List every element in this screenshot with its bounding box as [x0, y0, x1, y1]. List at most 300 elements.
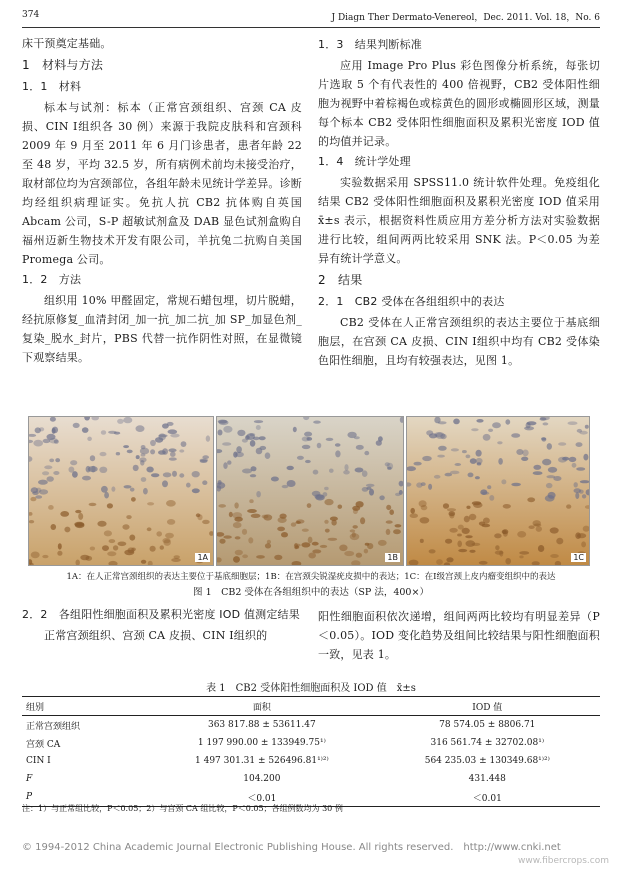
cell-nucleus	[42, 471, 49, 475]
cell-nucleus	[516, 449, 523, 455]
cell-nucleus	[181, 441, 187, 447]
cell-nucleus	[317, 443, 322, 449]
cell-nucleus	[158, 450, 166, 455]
cell-nucleus	[483, 518, 490, 524]
cell-nucleus	[218, 480, 222, 485]
cell-nucleus	[483, 434, 491, 441]
cell-nucleus	[376, 440, 382, 446]
cell-nucleus	[248, 537, 253, 543]
cell-nucleus	[437, 455, 445, 458]
cell-nucleus	[139, 457, 146, 462]
cell-nucleus	[449, 528, 457, 533]
cell-nucleus	[118, 542, 127, 547]
cell-nucleus	[70, 460, 77, 465]
header-iod: IOD 值	[375, 697, 600, 716]
cell-nucleus	[386, 505, 391, 510]
cell-nucleus	[548, 492, 556, 499]
row-area: ＜0.01	[149, 788, 374, 807]
cell-nucleus	[301, 542, 310, 547]
table-title: 表 1 CB2 受体阳性细胞面积及 IOD 值 x̄±s	[206, 683, 416, 694]
cell-nucleus	[227, 460, 231, 464]
section-2-2-text-right: 阳性细胞面积依次递增，组间两两比较均有明显差异（P＜0.05）。IOD 变化趋势及组间比较结果与阳性细胞面积一致，见表 1。	[318, 610, 600, 661]
cell-nucleus	[414, 462, 422, 466]
cell-nucleus	[108, 431, 117, 434]
cell-nucleus	[52, 428, 56, 434]
cell-nucleus	[533, 520, 541, 526]
cell-nucleus	[265, 452, 271, 459]
cell-nucleus	[55, 458, 60, 462]
cell-nucleus	[33, 440, 43, 447]
cell-nucleus	[101, 430, 106, 435]
cell-nucleus	[469, 550, 475, 553]
cell-nucleus	[546, 483, 553, 488]
row-iod: ＜0.01	[375, 788, 600, 807]
cell-nucleus	[206, 435, 210, 441]
cell-nucleus	[166, 500, 176, 507]
cell-nucleus	[574, 482, 578, 487]
row-iod: 316 561.74 ± 32702.08¹⁾	[430, 738, 545, 748]
cell-nucleus	[443, 503, 449, 509]
cell-nucleus	[218, 504, 226, 508]
cell-nucleus	[82, 476, 91, 481]
section-2-1-heading: 2．1 CB2 受体在各组组织中的表达	[318, 295, 505, 308]
cell-nucleus	[335, 443, 341, 446]
cell-nucleus	[168, 448, 176, 452]
cell-nucleus	[72, 471, 78, 478]
cell-nucleus	[434, 475, 441, 479]
cell-nucleus	[347, 432, 356, 438]
micrograph-1a	[28, 416, 214, 566]
cell-nucleus	[353, 525, 358, 529]
cell-nucleus	[123, 445, 129, 448]
cell-nucleus	[410, 513, 418, 518]
cell-nucleus	[583, 454, 588, 461]
cell-nucleus	[168, 429, 178, 434]
cell-nucleus	[141, 453, 146, 456]
cell-nucleus	[167, 422, 174, 426]
cell-nucleus	[147, 527, 152, 531]
cell-nucleus	[305, 460, 311, 463]
cell-nucleus	[395, 524, 402, 527]
cell-nucleus	[499, 550, 503, 556]
row-area: 1 197 990.00 ± 133949.75¹⁾	[197, 738, 326, 748]
cell-nucleus	[429, 549, 436, 553]
cell-nucleus	[223, 426, 232, 433]
cell-nucleus	[170, 434, 179, 438]
cell-nucleus	[202, 480, 207, 485]
cell-nucleus	[304, 432, 312, 437]
cell-nucleus	[495, 545, 499, 550]
stats-paragraph: 实验数据采用 SPSS11.0 统计软件处理。免疫组化结果 CB2 受体阳性细胞面积及累积光密度 IOD 值采用 x̄±s 表示，根据资料性质应用方差分析方法对实验数据进行比较，组间两两比较采用 SNK 法。P＜0.05 为差异有统计学意义。	[318, 176, 600, 265]
cell-nucleus	[312, 491, 321, 497]
cell-nucleus	[136, 455, 140, 459]
cell-nucleus	[470, 458, 477, 464]
cell-nucleus	[457, 541, 462, 548]
right-column	[318, 34, 600, 370]
cell-nucleus	[533, 471, 543, 475]
cell-nucleus	[465, 535, 472, 538]
cell-nucleus	[328, 538, 338, 541]
cell-nucleus	[572, 463, 577, 468]
cell-nucleus	[146, 467, 153, 473]
cell-nucleus	[141, 560, 146, 564]
result-paragraph: CB2 受体在人正常宫颈组织的表达主要位于基底细胞层，在宫颈 CA 皮损、CIN Ⅰ组织中均有 CB2 受体染色阳性细胞，且均有较强表达，见图 1。	[318, 316, 600, 367]
cell-nucleus	[172, 471, 177, 477]
cell-nucleus	[566, 504, 571, 508]
table-row	[22, 752, 600, 770]
cell-nucleus	[362, 470, 368, 477]
cell-nucleus	[547, 443, 552, 450]
panel-label-1c: 1C	[573, 553, 584, 562]
section-1-heading: 1 材料与方法	[22, 58, 104, 72]
row-area: 104.200	[243, 774, 281, 784]
cell-nucleus	[162, 480, 168, 487]
section-2-2-right	[318, 607, 600, 664]
cell-nucleus	[386, 529, 391, 535]
figure-legend: 1A：在人正常宫颈组织的表达主要位于基底细胞层；1B：在宫颈尖锐湿疣皮损中的表达；1C：在Ⅰ级宫颈上皮内瘤变组织中的表达	[66, 572, 556, 582]
row-area: 1 497 301.31 ± 526496.81¹⁾²⁾	[195, 756, 329, 766]
cell-nucleus	[302, 529, 309, 532]
cell-nucleus	[147, 502, 154, 505]
row-label: CIN Ⅰ	[26, 756, 51, 766]
cell-nucleus	[151, 473, 159, 477]
section-2-2-text-left: 正常宫颈组织、宫颈 CA 皮损、CIN Ⅰ组织的	[44, 629, 268, 642]
cell-nucleus	[476, 419, 483, 423]
cell-nucleus	[464, 516, 470, 523]
cell-nucleus	[550, 554, 559, 558]
cell-nucleus	[498, 458, 503, 465]
cell-nucleus	[89, 503, 97, 506]
cell-nucleus	[469, 514, 476, 520]
cell-nucleus	[131, 497, 136, 502]
cell-nucleus	[369, 489, 374, 496]
cell-nucleus	[360, 517, 365, 524]
cell-nucleus	[141, 445, 146, 449]
cell-nucleus	[123, 417, 132, 423]
cell-nucleus	[242, 554, 248, 558]
section-2-2-left	[22, 604, 302, 645]
cell-nucleus	[297, 456, 304, 460]
cell-nucleus	[386, 520, 393, 523]
cell-nucleus	[475, 476, 480, 479]
table-row	[22, 716, 600, 735]
table-row	[22, 734, 600, 752]
cell-nucleus	[494, 533, 501, 538]
cell-nucleus	[302, 445, 311, 449]
cell-nucleus	[577, 429, 582, 433]
cell-nucleus	[102, 545, 109, 551]
cell-nucleus	[104, 530, 112, 536]
table-header-row	[22, 697, 600, 716]
cell-nucleus	[49, 438, 58, 444]
cell-nucleus	[324, 487, 329, 490]
cell-nucleus	[416, 482, 422, 487]
cell-nucleus	[219, 539, 225, 544]
cell-nucleus	[124, 485, 132, 488]
cell-nucleus	[97, 521, 106, 527]
table-footnote: 注：1）与正常组比较，P＜0.05；2）与宫颈 CA 组比较，P＜0.05；各组例数均为 30 例	[22, 804, 343, 813]
cell-nucleus	[39, 427, 44, 431]
cell-nucleus	[438, 446, 447, 451]
cell-nucleus	[313, 421, 321, 424]
cell-nucleus	[38, 480, 48, 485]
cell-nucleus	[446, 557, 453, 562]
row-area: 363 817.88 ± 53611.47	[207, 720, 316, 730]
cell-nucleus	[356, 553, 362, 558]
lead-text: 床干预奠定基础。	[22, 37, 112, 50]
row-label: P	[22, 788, 149, 807]
figure-1	[28, 416, 590, 566]
cell-nucleus	[466, 506, 470, 509]
cell-nucleus	[434, 417, 440, 423]
cell-nucleus	[422, 456, 432, 461]
cell-nucleus	[365, 543, 370, 546]
cell-nucleus	[223, 535, 231, 538]
cell-nucleus	[197, 514, 202, 520]
cell-nucleus	[548, 467, 557, 473]
cell-nucleus	[492, 422, 501, 428]
cell-nucleus	[107, 503, 113, 508]
cell-nucleus	[254, 420, 263, 423]
criteria-paragraph: 应用 Image Pro Plus 彩色图像分析系统，每张切片选取 5 个有代表性的 400 倍视野，CB2 受体阳性细胞为视野中着棕褐色或棕黄色的圆形或椭圆形区域，测量每个标本 CB2 受体阳性细胞面积及累积光密度 IOD 值的均值并记录。	[318, 59, 600, 148]
cell-nucleus	[256, 555, 265, 559]
cell-nucleus	[466, 455, 471, 459]
cell-nucleus	[202, 455, 209, 459]
cell-nucleus	[179, 449, 184, 452]
cell-nucleus	[101, 486, 108, 493]
cell-nucleus	[247, 509, 257, 513]
cell-nucleus	[122, 524, 129, 529]
cell-nucleus	[242, 469, 252, 474]
cell-nucleus	[74, 522, 84, 527]
cell-nucleus	[150, 546, 156, 552]
cell-nucleus	[581, 541, 586, 547]
cell-nucleus	[57, 551, 62, 556]
cell-nucleus	[287, 466, 294, 470]
cell-nucleus	[160, 545, 164, 549]
cell-nucleus	[192, 471, 200, 477]
cell-nucleus	[449, 513, 454, 519]
row-label: 宫颈 CA	[26, 739, 61, 750]
cell-nucleus	[326, 438, 334, 441]
cell-nucleus	[546, 475, 555, 478]
cell-nucleus	[505, 419, 510, 424]
page-header	[22, 4, 600, 26]
cell-nucleus	[242, 439, 248, 443]
cell-nucleus	[202, 520, 210, 524]
cell-nucleus	[116, 452, 120, 455]
cell-nucleus	[104, 492, 109, 499]
cell-nucleus	[343, 470, 350, 474]
cell-nucleus	[329, 469, 334, 473]
cell-nucleus	[527, 497, 535, 502]
cell-nucleus	[472, 543, 481, 546]
cell-nucleus	[192, 488, 200, 493]
cell-nucleus	[233, 556, 240, 563]
cell-nucleus	[582, 494, 586, 498]
cell-nucleus	[156, 531, 162, 536]
cell-nucleus	[521, 457, 528, 461]
cell-nucleus	[308, 553, 316, 559]
cell-nucleus	[150, 440, 156, 446]
cell-nucleus	[218, 430, 223, 436]
cell-nucleus	[88, 466, 98, 472]
cell-nucleus	[158, 433, 166, 440]
cell-nucleus	[364, 549, 368, 554]
cell-nucleus	[169, 457, 177, 460]
cell-nucleus	[163, 472, 172, 477]
cell-nucleus	[107, 551, 116, 556]
cell-nucleus	[111, 486, 115, 491]
left-column	[22, 34, 302, 367]
section-1-4-heading: 1．4 统计学处理	[318, 155, 411, 168]
cell-nucleus	[536, 526, 542, 532]
cell-nucleus	[150, 449, 155, 454]
cell-nucleus	[78, 513, 83, 520]
cell-nucleus	[49, 459, 54, 463]
cell-nucleus	[307, 503, 312, 508]
cell-nucleus	[420, 539, 424, 543]
panel-label-1a: 1A	[197, 553, 208, 562]
cell-nucleus	[556, 538, 563, 545]
cell-nucleus	[250, 440, 256, 447]
cell-nucleus	[364, 451, 369, 455]
cell-nucleus	[128, 547, 135, 553]
cell-nucleus	[90, 547, 95, 551]
cell-nucleus	[455, 463, 462, 466]
cell-nucleus	[229, 512, 233, 517]
cell-nucleus	[281, 532, 288, 537]
cell-nucleus	[35, 495, 42, 499]
cell-nucleus	[503, 504, 511, 509]
cell-nucleus	[29, 520, 34, 523]
row-iod: 78 574.05 ± 8806.71	[439, 720, 536, 730]
cell-nucleus	[501, 479, 506, 484]
cell-nucleus	[251, 514, 261, 518]
cell-nucleus	[320, 545, 327, 548]
cell-nucleus	[558, 442, 566, 446]
cell-nucleus	[271, 477, 279, 482]
cell-nucleus	[447, 508, 456, 511]
cell-nucleus	[378, 540, 387, 546]
cell-nucleus	[352, 532, 356, 538]
cell-nucleus	[574, 488, 582, 493]
cell-nucleus	[260, 446, 267, 450]
cell-nucleus	[256, 491, 261, 497]
cell-nucleus	[529, 525, 535, 529]
cell-nucleus	[389, 509, 394, 515]
cell-nucleus	[250, 474, 256, 477]
cell-nucleus	[200, 459, 209, 462]
cell-nucleus	[488, 429, 493, 432]
cell-nucleus	[435, 432, 445, 439]
cell-nucleus	[291, 522, 296, 526]
cell-nucleus	[307, 437, 313, 441]
watermark: www.fibercrops.com	[518, 856, 609, 866]
cell-nucleus	[90, 455, 95, 461]
cell-nucleus	[127, 450, 133, 454]
cell-nucleus	[51, 524, 57, 530]
cell-nucleus	[293, 427, 297, 432]
cell-nucleus	[330, 517, 338, 521]
cell-nucleus	[44, 465, 52, 469]
cell-nucleus	[462, 450, 467, 453]
cell-nucleus	[502, 529, 508, 534]
cell-nucleus	[130, 488, 135, 492]
cell-nucleus	[543, 422, 549, 425]
cell-nucleus	[335, 450, 340, 457]
cell-nucleus	[568, 421, 578, 425]
cell-nucleus	[141, 477, 147, 482]
cell-nucleus	[47, 476, 54, 482]
cell-nucleus	[162, 538, 170, 543]
cell-nucleus	[313, 470, 319, 475]
cell-nucleus	[511, 433, 520, 438]
cell-nucleus	[352, 506, 360, 511]
cell-nucleus	[234, 502, 238, 508]
cell-nucleus	[58, 543, 62, 549]
cell-nucleus	[339, 545, 347, 552]
cell-nucleus	[519, 551, 529, 555]
cell-nucleus	[428, 484, 432, 490]
cell-nucleus	[282, 485, 289, 488]
cell-nucleus	[253, 437, 260, 441]
cell-nucleus	[393, 529, 401, 534]
row-iod: 431.448	[468, 774, 506, 784]
cell-nucleus	[223, 462, 227, 469]
cell-nucleus	[117, 419, 124, 424]
cell-nucleus	[323, 492, 328, 497]
cell-nucleus	[356, 445, 364, 450]
cell-nucleus	[42, 555, 48, 558]
cell-nucleus	[242, 529, 247, 535]
section-1-1-heading: 1．1 材料	[22, 80, 82, 93]
section-1-3-heading: 1．3 结果判断标准	[318, 38, 422, 51]
cell-nucleus	[480, 489, 487, 495]
figure-caption: 图 1 CB2 受体在各组组织中的表达（SP 法，400×）	[193, 587, 429, 598]
cell-nucleus	[60, 511, 69, 517]
cell-nucleus	[80, 555, 89, 561]
cell-nucleus	[237, 430, 245, 436]
cell-nucleus	[167, 519, 175, 525]
cell-nucleus	[350, 529, 356, 532]
journal-citation: J Diagn Ther Dermato-Venereol，Dec. 2011. Vol. 18，No. 6	[331, 13, 600, 23]
cell-nucleus	[366, 484, 375, 487]
cell-nucleus	[479, 561, 488, 565]
cell-nucleus	[265, 543, 271, 548]
cell-nucleus	[171, 558, 181, 562]
cell-nucleus	[133, 465, 139, 471]
cell-nucleus	[576, 467, 585, 470]
cell-nucleus	[64, 527, 70, 533]
cell-nucleus	[256, 425, 261, 430]
cell-nucleus	[73, 423, 80, 428]
cell-nucleus	[453, 419, 460, 425]
cell-nucleus	[136, 425, 145, 432]
cell-nucleus	[344, 464, 348, 471]
section-2-2-heading: 2．2 各组阳性细胞面积及累积光密度 IOD 值测定结果	[22, 608, 300, 621]
cell-nucleus	[165, 533, 174, 539]
cell-nucleus	[312, 542, 319, 546]
cell-nucleus	[436, 559, 443, 565]
cell-nucleus	[497, 441, 502, 444]
table-1	[22, 696, 600, 807]
cell-nucleus	[249, 499, 253, 503]
cell-nucleus	[324, 520, 328, 524]
cell-nucleus	[87, 437, 92, 441]
cell-nucleus	[387, 467, 391, 470]
cell-nucleus	[99, 467, 107, 473]
